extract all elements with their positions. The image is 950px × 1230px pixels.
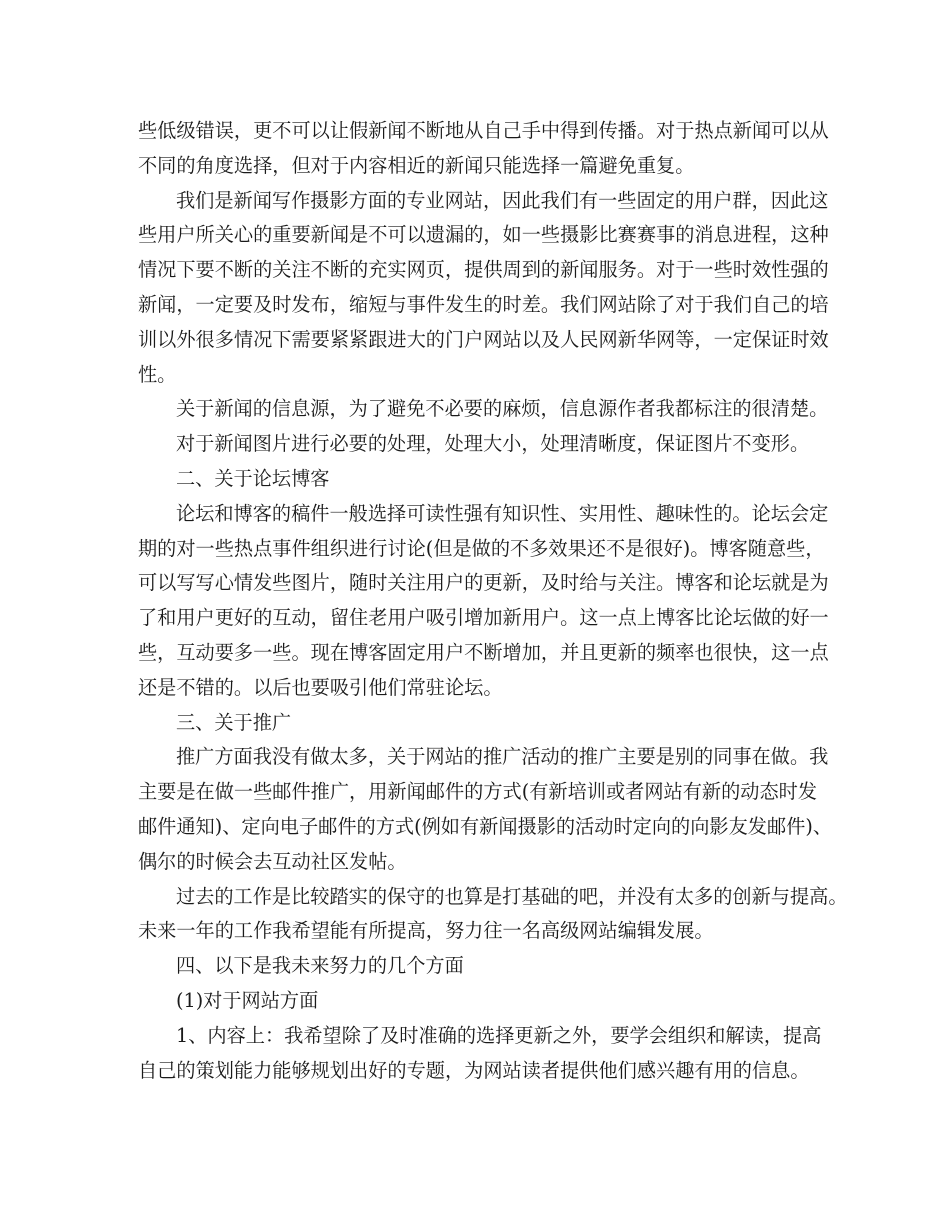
text-line: 不同的角度选择，但对于内容相近的新闻只能选择一篇避免重复。: [138, 153, 695, 177]
text-line: 自己的策划能力能够规划出好的专题，为网站读者提供他们感兴趣有用的信息。: [138, 1058, 810, 1082]
text-line: 对于新闻图片进行必要的处理，处理大小，处理清晰度，保证图片不变形。: [176, 432, 810, 456]
section-heading: 三、关于推广: [176, 710, 292, 734]
text-line: 主要是在做一些邮件推广，用新闻邮件的方式(有新培训或者网站有新的动态时发: [138, 780, 818, 804]
text-line: 推广方面我没有做太多，关于网站的推广活动的推广主要是别的同事在做。我: [176, 745, 829, 769]
text-line: 过去的工作是比较踏实的保守的也算是打基础的吧，并没有太多的创新与提高。: [176, 884, 848, 908]
text-line: 些，互动要多一些。现在博客固定用户不断增加，并且更新的频率也很快，这一点: [138, 640, 829, 664]
text-line: 偶尔的时候会去互动社区发帖。: [138, 849, 407, 873]
document-body: [138, 114, 848, 1088]
text-line: 些低级错误，更不可以让假新闻不断地从自己手中得到传播。对于热点新闻可以从: [138, 119, 829, 142]
text-line: 情况下要不断的关注不断的充实网页，提供周到的新闻服务。对于一些时效性强的: [138, 258, 829, 282]
text-line: 论坛和博客的稿件一般选择可读性强有知识性、实用性、趣味性的。论坛会定: [176, 501, 829, 525]
text-line: 些用户所关心的重要新闻是不可以遗漏的，如一些摄影比赛赛事的消息进程，这种: [138, 223, 829, 247]
text-line: 了和用户更好的互动，留住老用户吸引增加新用户。这一点上博客比论坛做的好一: [138, 606, 829, 630]
text-line: 还是不错的。以后也要吸引他们常驻论坛。: [138, 675, 503, 699]
text-line: 我们是新闻写作摄影方面的专业网站，因此我们有一些固定的用户群，因此这: [176, 188, 829, 212]
text-line: 可以写写心情发些图片，随时关注用户的更新，及时给与关注。博客和论坛就是为: [138, 571, 829, 595]
text-line: 1、内容上：我希望除了及时准确的选择更新之外，要学会组织和解读，提高: [176, 1023, 822, 1047]
text-line: 期的对一些热点事件组织进行讨论(但是做的不多效果还不是很好)。博客随意些，: [138, 536, 825, 560]
text-line: 性。: [138, 362, 177, 386]
text-line: 邮件通知)、定向电子邮件的方式(例如有新闻摄影的活动时定向的向影友发邮件)、: [138, 814, 833, 838]
section-heading: 四、以下是我未来努力的几个方面: [176, 954, 464, 978]
text-line: 新闻，一定要及时发布，缩短与事件发生的时差。我们网站除了对于我们自己的培: [138, 292, 829, 316]
subsection-heading: (1)对于网站方面: [176, 988, 319, 1012]
text-line: 未来一年的工作我希望能有所提高，努力往一名高级网站编辑发展。: [138, 919, 714, 943]
text-line: 关于新闻的信息源，为了避免不必要的麻烦，信息源作者我都标注的很清楚。: [176, 397, 829, 421]
text-line: 训以外很多情况下需要紧紧跟进大的门户网站以及人民网新华网等，一定保证时效: [138, 327, 829, 351]
section-heading: 二、关于论坛博客: [176, 466, 330, 490]
